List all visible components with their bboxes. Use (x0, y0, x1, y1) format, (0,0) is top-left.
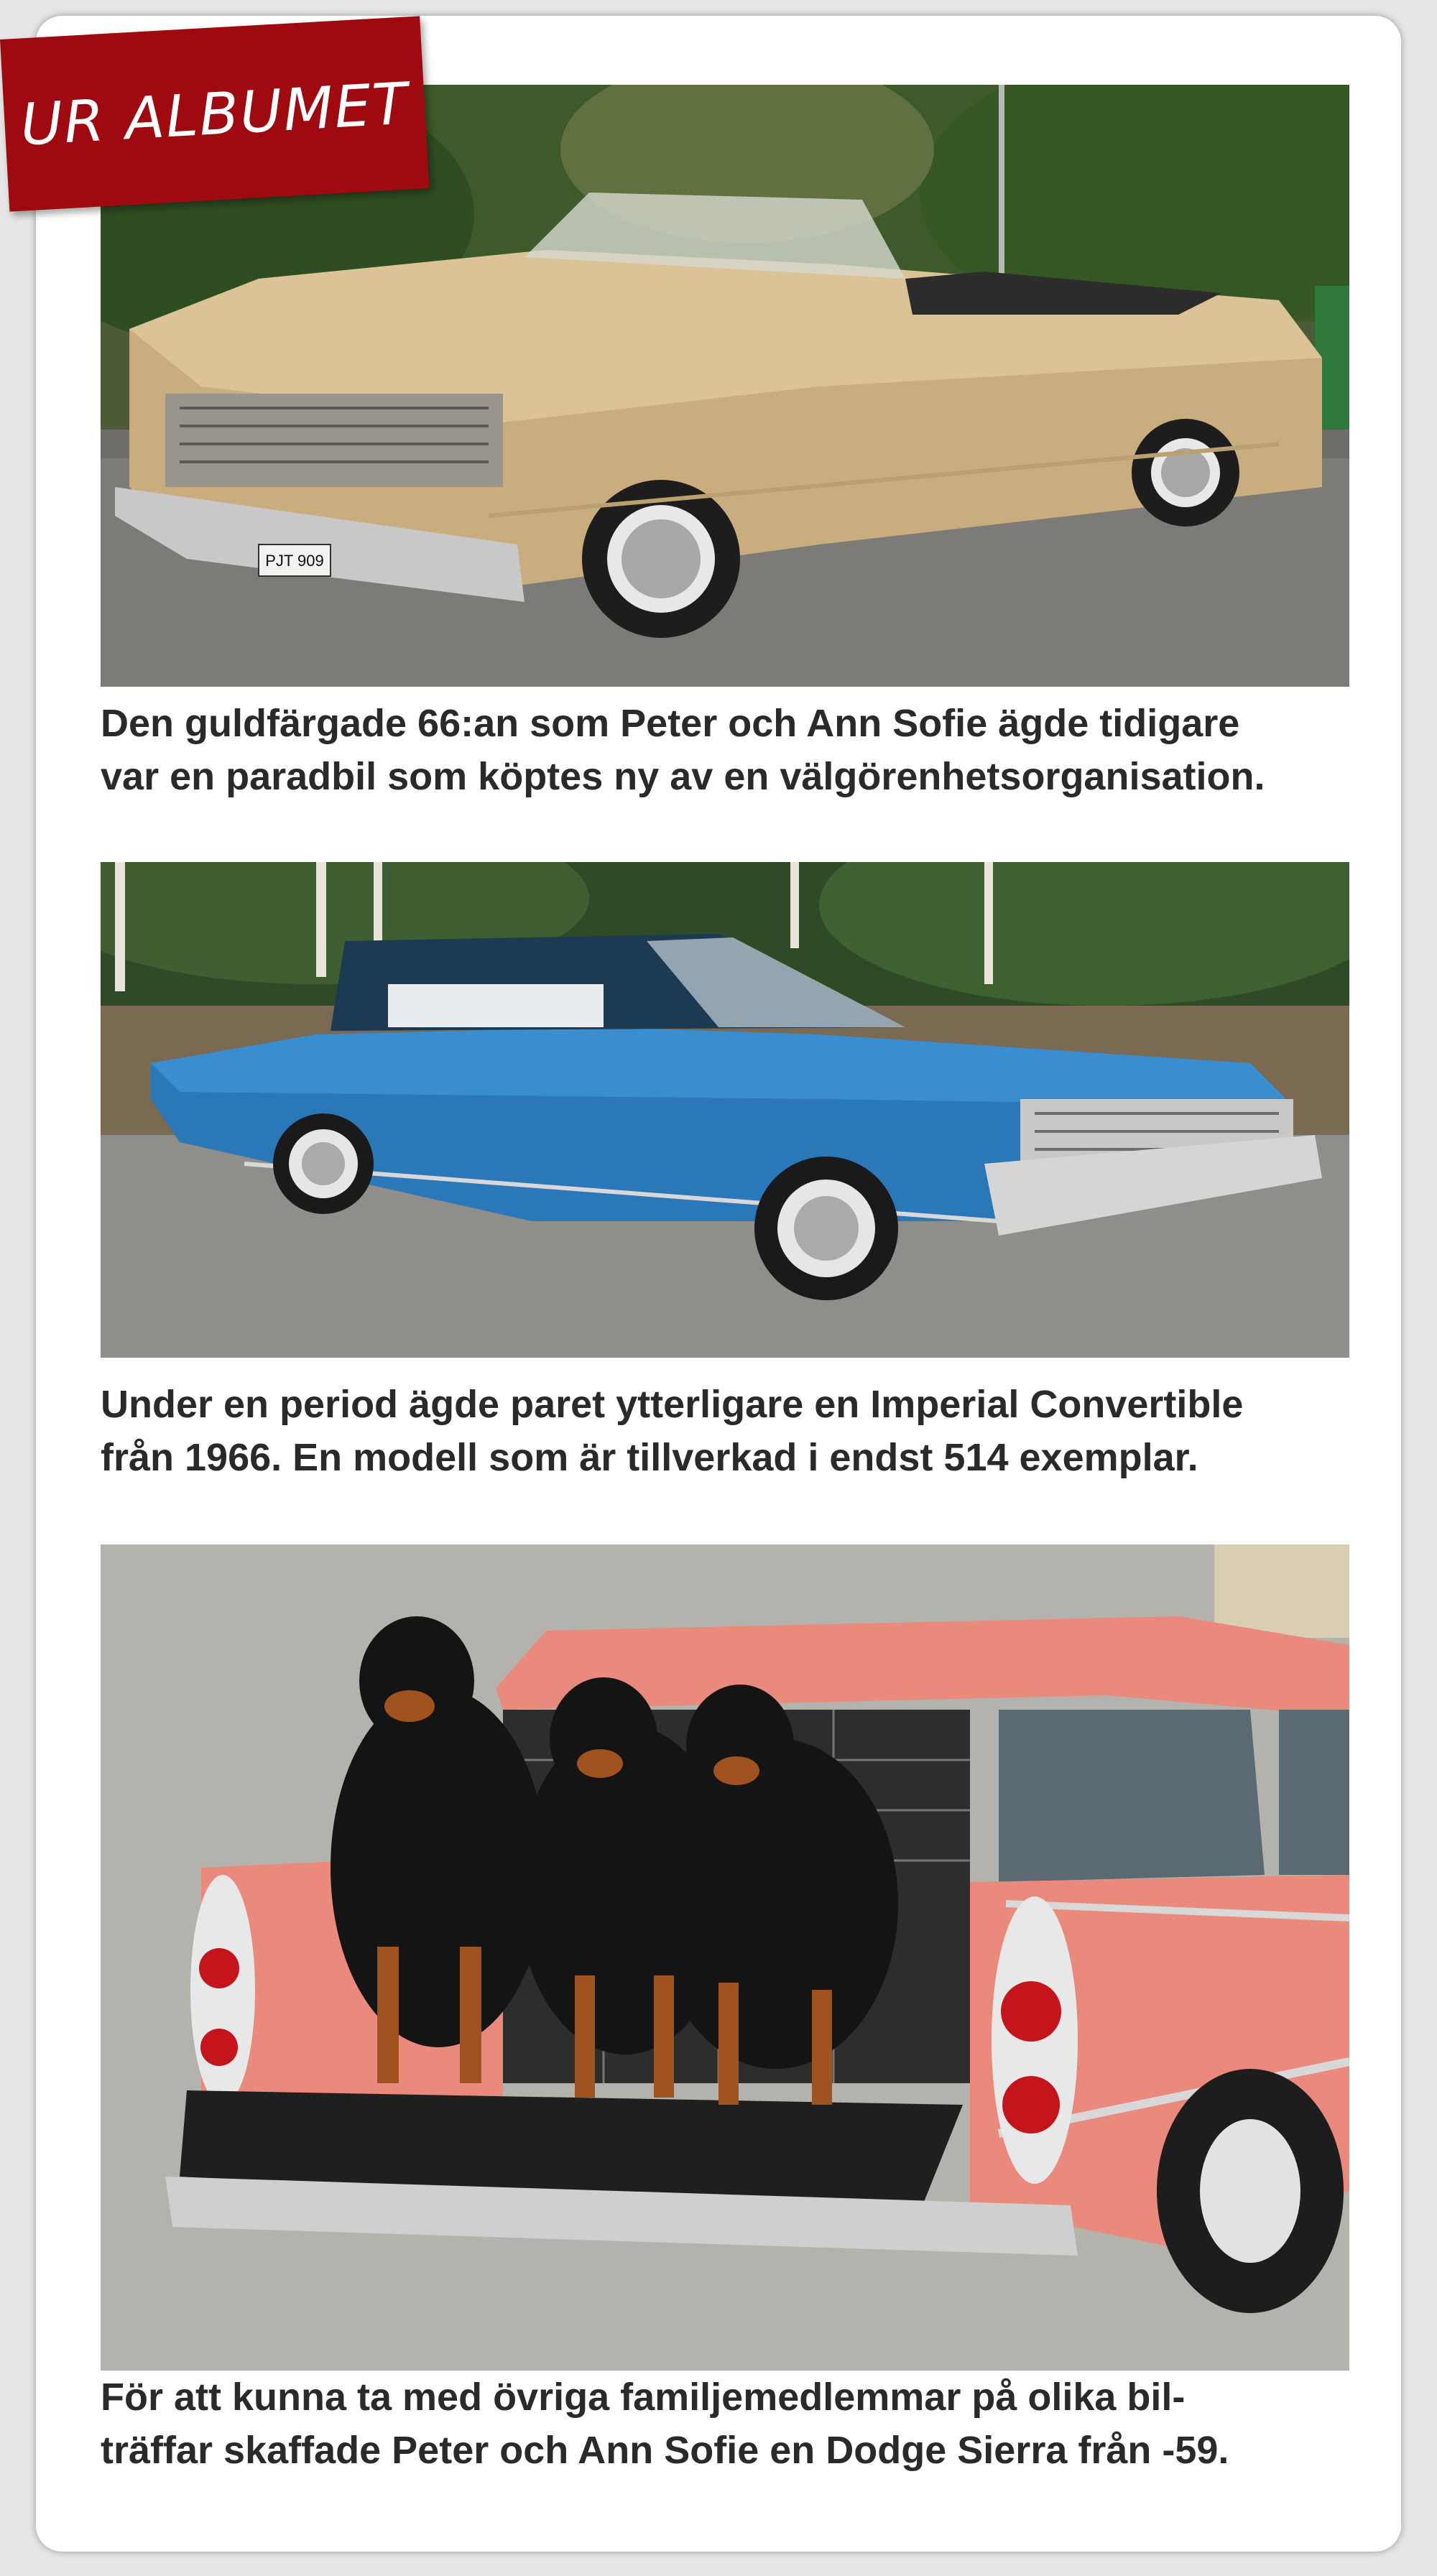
caption-gold-line-1: Den guldfärgade 66:an som Peter och Ann Sofie ägde tidigare (101, 702, 1240, 745)
caption-blue (101, 1378, 1365, 1484)
blue-convertible-photo (101, 862, 1349, 1358)
caption-pink-line-1: För att kunna ta med övriga familjemedlemmar på olika bil- (101, 2376, 1186, 2419)
pink-station-wagon-with-dogs-photo (101, 1544, 1349, 2371)
caption-blue-line-2: från 1966. En modell som är tillverkad i endst 514 exemplar. (101, 1436, 1198, 1479)
caption-blue-line-1: Under en period ägde paret ytterligare en Imperial Convertible (101, 1383, 1244, 1426)
caption-gold-line-2: var en paradbil som köptes ny av en välgörenhetsorganisation. (101, 755, 1265, 798)
caption-pink (101, 2371, 1365, 2477)
caption-pink-line-2: träffar skaffade Peter och Ann Sofie en Dodge Sierra från -59. (101, 2429, 1229, 2472)
section-badge-label: UR ALBUMET (19, 69, 411, 159)
section-badge (0, 16, 429, 211)
gold-plate-text: PJT 909 (265, 552, 324, 570)
caption-gold (101, 697, 1365, 803)
